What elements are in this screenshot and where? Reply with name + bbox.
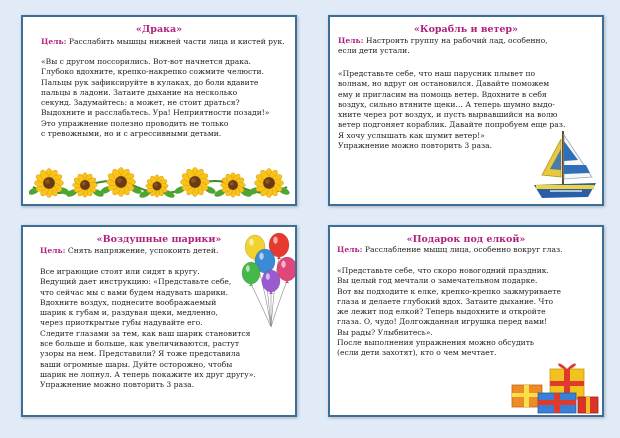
text-line: же лежит под елкой? Теперь выдохните и откройте [337, 307, 546, 317]
card-title: «Подарок под елкой» [406, 234, 526, 245]
card-podarok-pod-elkoy [328, 225, 604, 417]
card-goal [40, 246, 218, 256]
goal-label: Цель: [338, 36, 364, 45]
goal-label: Цель: [337, 245, 363, 254]
text-line: пальцы в ладони. Затаите дыхание на несколько [41, 87, 238, 97]
goal-text: Настроить группу на рабочий лад, особенно, [365, 36, 548, 45]
goal-text: Расслабить мышцы нижней части лица и кистей рук. [68, 37, 285, 46]
text-line: «Вы с другом поссорились. Вот-вот начнется драка. [41, 57, 251, 66]
text-line: волнам, но вдруг он остановился. Давайте поможем [338, 79, 550, 89]
text-line: воздух, сильно втяните щеки… А теперь шумно выдо- [338, 99, 555, 109]
text-line: ваши огромные шары. Дуйте осторожно, чтобы [40, 359, 233, 369]
text-line: секунд. Задумайтесь: а может, не стоит драться? [41, 98, 240, 108]
text-line: Глубоко вдохните, крепко-накрепко сожмите челюсти. [41, 67, 264, 77]
goal-text: Снять напряжение, успокоить детей. [67, 246, 219, 255]
text-line: ветер подгоняет кораблик. Давайте попробуем еще раз. [338, 120, 566, 130]
balloon-icon [262, 270, 280, 294]
goal-text: Расслабление мышц лица, особенно вокруг глаз. [364, 245, 563, 254]
text-line: Вот вы подходите к елке, крепко-крепко зажмуриваете [337, 286, 561, 296]
card-title: «Воздушные шарики» [96, 234, 222, 245]
text-line: все больше и больше, как увеличиваются, растут [40, 339, 240, 349]
text-line: Ведущий дает инструкцию: «Представьте себе, [40, 277, 232, 287]
card-title: «Драка» [135, 24, 183, 35]
text-line: Вы целый год мечтали о замечательном подарке. [337, 276, 538, 286]
text-line: глаза и делаете глубокий вдох. Затаите дыхание. Что [337, 296, 554, 306]
card-text [337, 266, 561, 359]
gift-boxes-icon [506, 357, 602, 415]
card-title: «Корабль и ветер» [413, 24, 518, 35]
text-line: шарик к губам и, раздувая щеки, медленно, [40, 308, 218, 318]
text-line: глаза. О, чудо! Долгожданная игрушка перед вами! [337, 317, 548, 327]
text-line: через приоткрытые губы надувайте его. [40, 318, 203, 328]
text-line: Упражнение можно повторить 3 раза. [40, 380, 195, 390]
balloon-icon [242, 262, 260, 286]
goal-label: Цель: [40, 246, 66, 255]
text-line: что сейчас мы с вами будем надувать шарики. [40, 287, 228, 297]
card-text [40, 267, 256, 391]
sailboat-icon [530, 127, 600, 203]
text-line: «Представьте себе, что наш парусник плывет по [338, 69, 536, 78]
sunflower-icon [221, 173, 246, 198]
sunflower-icon [106, 167, 135, 196]
card-draka [21, 15, 297, 206]
text-line: «Представьте себе, что скоро новогодний праздник. [337, 266, 549, 275]
card-korabl [328, 15, 604, 206]
card-goal [41, 37, 285, 47]
text-line: шарик не лопнул. А теперь покажите их друг другу». [40, 369, 256, 379]
balloons-icon [241, 231, 297, 333]
sunflower-icon [73, 173, 98, 198]
text-line: с тревожными, но и с агрессивными детьми. [41, 129, 222, 139]
card-text [41, 57, 269, 139]
sunflower-garland-icon [29, 165, 291, 203]
goal-text: если дети устали. [338, 45, 410, 55]
card-goal [337, 245, 563, 255]
text-line: узоры на нем. Представили? Я тоже представила [40, 349, 241, 359]
text-line: ему и пригласим на помощь ветер. Вдохните в себя [338, 89, 547, 99]
text-line: Упражнение можно повторить 3 раза. [338, 141, 493, 151]
text-line: После выполнения упражнения можно обсудить [337, 338, 535, 348]
text-line: Пальцы рук зафиксируйте в кулаках, до боли вдавите [41, 77, 259, 87]
text-line: Вы рады? Улыбнитесь». [337, 327, 433, 337]
goal-label: Цель: [41, 37, 67, 46]
text-line: Следите глазами за тем, как ваш шарик становится [40, 328, 251, 338]
text-line: хните через рот воздух, и пусть вырвавшийся на волю [338, 110, 558, 120]
text-line: Вдохните воздух, поднесите воображаемый [40, 297, 217, 307]
sunflower-icon [180, 167, 209, 196]
text-line: Все играющие стоят или сидят в кругу. [40, 267, 200, 276]
text-line: Это упражнение полезно проводить не только [41, 118, 229, 128]
card-goal [338, 36, 548, 55]
text-line: (если дети захотят), кто о чем мечтает. [337, 348, 497, 358]
text-line: Выдохните и расслабьтесь. Ура! Неприятности позади!» [41, 108, 270, 118]
text-line: Я хочу услышать как шумит ветер!» [338, 130, 485, 140]
card-vozdushnye-shariki [21, 225, 297, 417]
